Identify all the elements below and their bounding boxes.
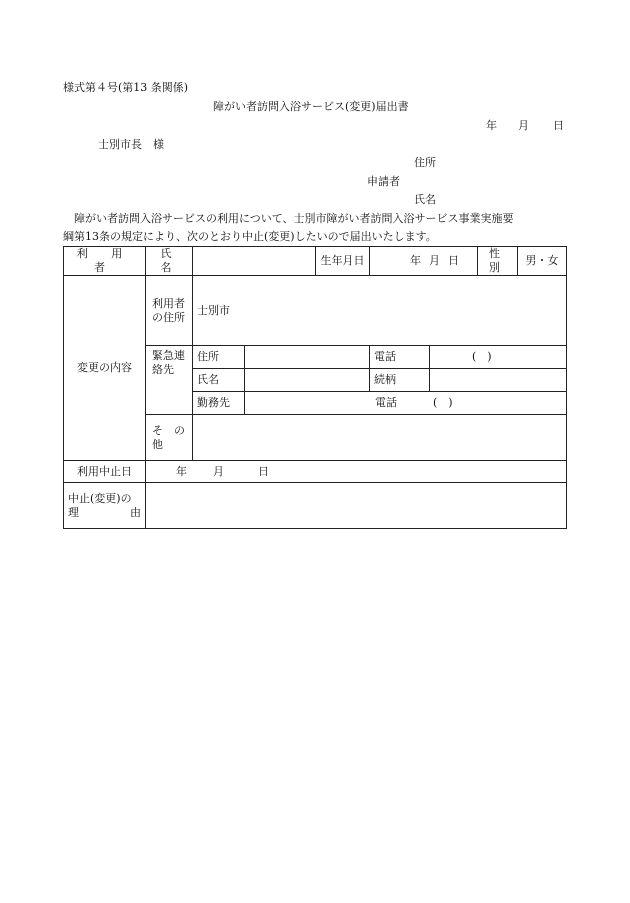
name-label: 氏 名 xyxy=(146,247,193,276)
table-row-user-address xyxy=(64,276,567,346)
other-label-line-2: 他 xyxy=(152,437,163,451)
other-label xyxy=(146,415,193,461)
other-label-line-1: そ の xyxy=(152,423,185,437)
reason-field[interactable] xyxy=(146,483,567,529)
applicant-name-label: 氏名 xyxy=(414,193,436,206)
reason-label-line-1: 中止(変更)の xyxy=(68,491,132,505)
reason-label-line-2 xyxy=(68,506,141,520)
table-row-reason xyxy=(64,483,567,529)
user-name-field[interactable] xyxy=(193,247,316,276)
relation-field[interactable] xyxy=(430,369,567,392)
change-content-label: 変更の内容 xyxy=(64,276,146,461)
emergency-name-label: 氏名 xyxy=(193,369,245,392)
date-year-label: 年 xyxy=(486,119,497,132)
user-address-label-line-1: 利用者 xyxy=(152,296,185,310)
user-address-field[interactable] xyxy=(193,276,567,346)
user-label: 利 用 者 xyxy=(64,247,146,276)
emergency-address-field[interactable] xyxy=(245,346,370,369)
relation-label: 続柄 xyxy=(370,369,430,392)
user-address-label-line-2: の住所 xyxy=(152,310,185,324)
sex-options[interactable]: 男・女 xyxy=(518,247,567,276)
emergency-phone-field[interactable] xyxy=(430,346,567,369)
application-form-table xyxy=(63,246,567,529)
work-phone-label: 電話 xyxy=(375,396,397,409)
stop-day-label: 日 xyxy=(258,464,269,478)
body-text-line-2: 綱第13条の規定により、次のとおり中止(変更)したいので届出いたします。 xyxy=(63,230,437,243)
user-address-value: 士別市 xyxy=(197,303,230,317)
stop-date-label: 利用中止日 xyxy=(64,461,146,483)
reason-label-yu: 由 xyxy=(130,505,141,519)
user-address-label xyxy=(146,276,193,346)
birth-month-label: 月 xyxy=(429,254,440,267)
form-number: 様式第４号(第13 条関係) xyxy=(63,81,189,94)
applicant-address-label: 住所 xyxy=(414,156,436,169)
sex-label: 性 別 xyxy=(478,247,518,276)
table-row-stop-date xyxy=(64,461,567,483)
emergency-phone-paren: ( ) xyxy=(472,350,492,363)
other-field[interactable] xyxy=(193,415,567,461)
emergency-label-line-2: 絡先 xyxy=(152,363,174,376)
body-text-line-1: 障がい者訪問入浴サービスの利用について、士別市障がい者訪問入浴サービス事業実施要 xyxy=(74,212,514,225)
emergency-contact-label xyxy=(146,346,193,415)
applicant-label: 申請者 xyxy=(367,175,400,188)
document-title: 障がい者訪問入浴サービス(変更)届出書 xyxy=(213,100,409,113)
table-row-user xyxy=(64,247,567,276)
birth-year-label: 年 xyxy=(410,254,421,267)
birthdate-field[interactable] xyxy=(370,247,478,276)
workplace-field[interactable] xyxy=(245,392,567,415)
stop-year-label: 年 xyxy=(176,464,187,478)
addressee: 士別市長 様 xyxy=(98,138,164,151)
workplace-label: 勤務先 xyxy=(193,392,245,415)
emergency-phone-label: 電話 xyxy=(370,346,430,369)
stop-date-field[interactable] xyxy=(146,461,567,483)
date-month-label: 月 xyxy=(518,119,529,132)
emergency-name-field[interactable] xyxy=(245,369,370,392)
emergency-label-line-1: 緊急連 xyxy=(152,349,185,362)
reason-label-ri: 理 xyxy=(68,505,79,519)
emergency-address-label: 住所 xyxy=(193,346,245,369)
reason-label xyxy=(64,483,146,529)
date-day-label: 日 xyxy=(553,119,564,132)
work-phone-paren: ( ) xyxy=(433,396,453,409)
birthdate-label: 生年月日 xyxy=(316,247,370,276)
stop-month-label: 月 xyxy=(213,464,224,478)
birth-day-label: 日 xyxy=(448,254,459,267)
